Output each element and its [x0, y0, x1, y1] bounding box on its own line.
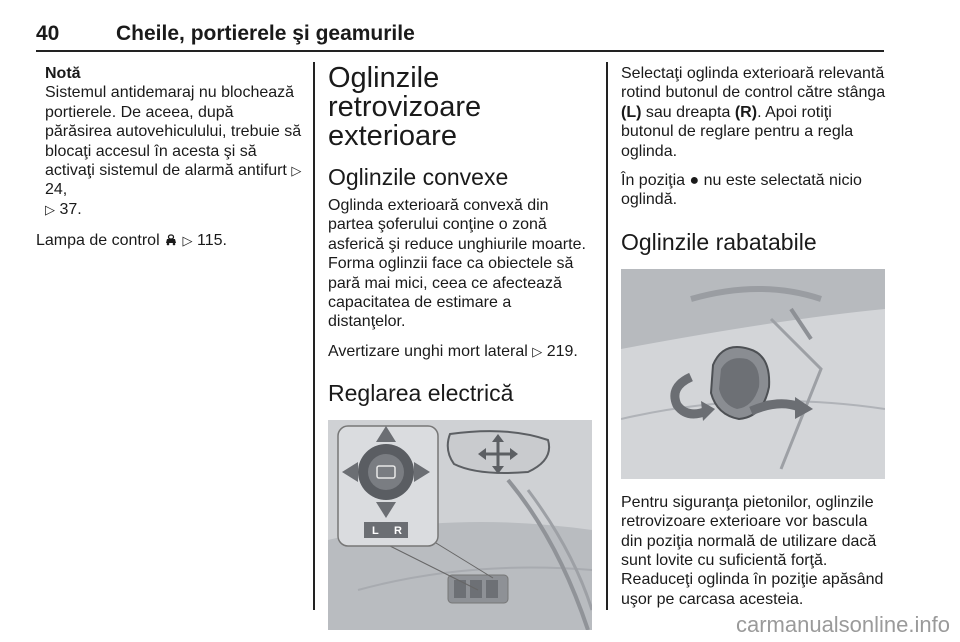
chapter-title: Cheile, portierele şi geamurile [116, 22, 415, 45]
note-box [36, 64, 302, 219]
page-ref-arrow-icon: ▷ [182, 233, 193, 249]
blindspot-line [328, 342, 592, 361]
label-r: (R) [734, 103, 758, 121]
note-ref-a[interactable]: 24, [45, 181, 68, 199]
mirror-switch-illustration [328, 420, 592, 630]
control-lamp-text: Lampa de control [36, 232, 165, 250]
switch-label-left: L [372, 525, 379, 538]
select-text-1: Selectaţi oglinda exterioară relevantă rotind butonul de control către stânga [621, 65, 886, 102]
car-lock-icon [164, 234, 178, 246]
control-panel-inset [338, 426, 438, 546]
section-heading: Oglinzile retrovizoare exterioare [328, 62, 482, 152]
page-ref-arrow-icon: ▷ [291, 163, 302, 179]
convex-subheading: Oglinzile convexe [328, 164, 509, 190]
position-text-1: În poziţia [621, 172, 690, 190]
electric-heading: Reglarea electrică [328, 380, 514, 407]
blindspot-text: Avertizare unghi mort lateral [328, 342, 533, 360]
column-3 [621, 64, 887, 619]
note-ref-b[interactable]: 37. [59, 200, 82, 218]
switch-label-right: R [394, 525, 402, 538]
column-2 [328, 64, 592, 630]
control-lamp-ref[interactable]: 115. [196, 232, 227, 250]
position-text-2: nu este selectată nicio oglindă. [621, 172, 862, 209]
select-mirror-text [621, 64, 887, 161]
column-divider-1 [313, 62, 315, 610]
position-text [621, 171, 887, 210]
folding-heading: Oglinzile rabatabile [621, 228, 817, 255]
select-text-2: sau dreapta [641, 103, 735, 121]
note-body: Sistemul antidemaraj nu blochează portierele. De aceea, după părăsirea autovehiculului, trebuie să blocaţi accesul în acesta şi să activaţi sistemul de alarmă antifurt [45, 84, 302, 180]
page-number: 40 [36, 22, 60, 45]
header-rule [36, 50, 884, 52]
column-1 [36, 64, 302, 261]
page-ref-arrow-icon: ▷ [532, 343, 543, 359]
mirror-glass-icon [448, 431, 549, 474]
label-l: (L) [621, 103, 642, 121]
note-text [45, 83, 302, 219]
control-lamp-line [36, 231, 302, 250]
select-text-3: . Apoi rotiţi butonul de reglare pentru a regla oglinda. [621, 103, 854, 160]
folding-mirror-illustration [621, 269, 885, 479]
convex-text: Oglinda exterioară convexă din partea şoferului conţine o zonă asferică şi reduce unghiurile moarte. Forma oglinzii face ca obiectele să pară mai mici, ceea ce afectează capacitatea de estimare a distanţelor. [328, 197, 586, 331]
column-divider-2 [606, 62, 608, 610]
blindspot-ref[interactable]: 219. [546, 342, 578, 360]
page-ref-arrow-icon: ▷ [45, 201, 55, 217]
page-header [36, 22, 884, 52]
note-title: Notă [45, 65, 81, 82]
filled-dot-icon: ● [689, 172, 700, 190]
watermark: carmanualsonline.info [735, 612, 950, 637]
pedestrian-text: Pentru siguranţa pietonilor, oglinzile retrovizoare exterioare vor bascula din poziţia normală de utilizare dacă sunt lovite cu suficientă forţă. Readuceţi oglinda în poziţie apăsând uşor pe carcasa acesteia. [621, 493, 884, 608]
